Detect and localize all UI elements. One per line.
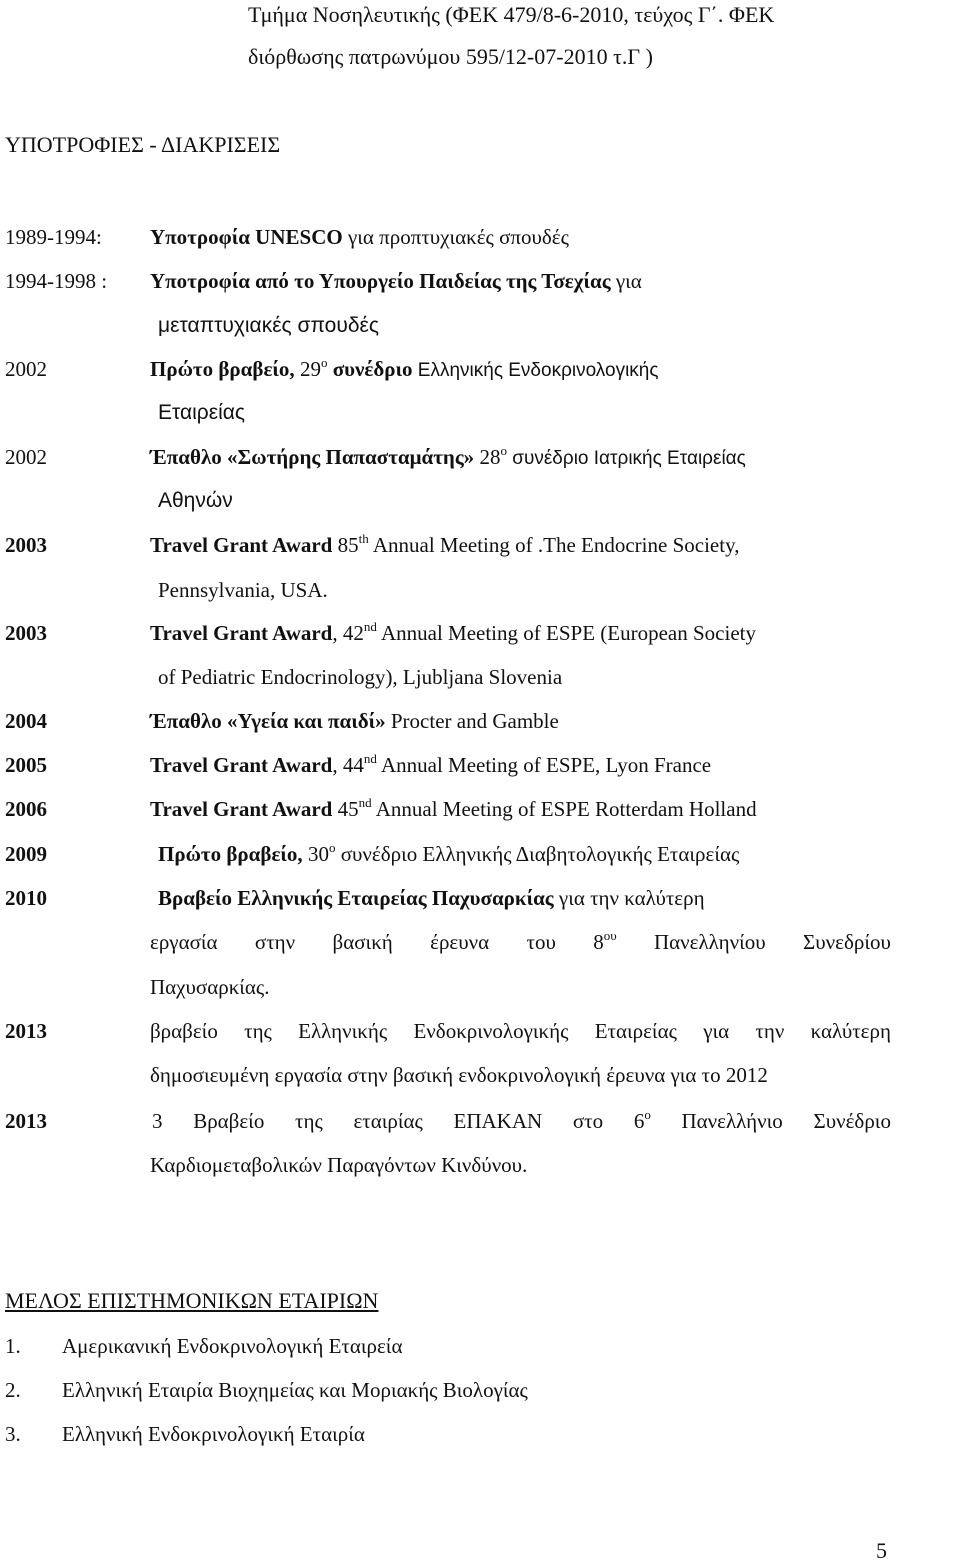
award-number: 29 bbox=[294, 357, 321, 381]
word: για bbox=[703, 1019, 730, 1043]
award-number: 45 bbox=[332, 797, 359, 821]
award-ordinal: nd bbox=[358, 795, 372, 810]
society-item: Αμερικανική Ενδοκρινολογική Εταιρεία bbox=[62, 1334, 403, 1358]
word: του bbox=[526, 930, 556, 954]
award-year: 1989-1994: bbox=[5, 225, 102, 249]
award-text bbox=[150, 444, 746, 472]
society-number: 1. bbox=[5, 1334, 21, 1358]
award-desc-cont: δημοσιευμένη εργασία στην βασική ενδοκρινολογική έρευνα για το 2012 bbox=[150, 1063, 768, 1087]
award-desc-cont: Pennsylvania, USA. bbox=[158, 578, 328, 602]
awards-heading: ΥΠΟΤΡΟΦΙΕΣ - ΔΙΑΚΡΙΣΕΙΣ bbox=[5, 132, 281, 157]
award-year: 2002 bbox=[5, 357, 47, 381]
award-text bbox=[150, 356, 659, 384]
award-text bbox=[150, 1018, 891, 1044]
word: Πανελλήνιο bbox=[681, 1109, 783, 1133]
award-title: Υποτροφία UNESCO bbox=[150, 225, 343, 249]
word: 6 bbox=[633, 1109, 645, 1133]
award-text bbox=[158, 885, 705, 911]
word: βραβείο bbox=[150, 1019, 218, 1043]
award-text bbox=[150, 752, 711, 778]
award-text bbox=[150, 268, 642, 294]
award-number: 85 bbox=[332, 533, 359, 557]
award-text bbox=[150, 620, 756, 646]
word-with-ordinal bbox=[593, 929, 616, 955]
word: 8 bbox=[593, 930, 604, 954]
award-desc: για bbox=[610, 269, 642, 293]
award-desc: Annual Meeting of ESPE (European Society bbox=[376, 621, 756, 645]
header-line-2: διόρθωσης πατρωνύμου 595/12-07-2010 τ.Γ ) bbox=[248, 44, 653, 69]
award-number: , 42 bbox=[332, 621, 364, 645]
society-item: Ελληνική Εταιρία Βιοχημείας και Μοριακής Βιολογίας bbox=[62, 1378, 528, 1402]
award-year: 2004 bbox=[5, 709, 47, 733]
award-year: 2005 bbox=[5, 753, 47, 777]
award-desc: Annual Meeting of ESPE Rotterdam Holland bbox=[371, 797, 757, 821]
societies-heading: ΜΕΛΟΣ ΕΠΙΣΤΗΜΟΝΙΚΩΝ ΕΤΑΙΡΙΩΝ bbox=[5, 1288, 379, 1313]
award-year: 2009 bbox=[5, 842, 47, 866]
award-title: Υποτροφία από το Υπουργείο Παιδείας της Τσεχίας bbox=[150, 269, 611, 293]
page-number: 5 bbox=[876, 1538, 887, 1563]
award-ordinal: nd bbox=[363, 751, 377, 766]
award-text bbox=[150, 532, 739, 558]
word: Ελληνικής bbox=[298, 1019, 388, 1043]
award-title: Travel Grant Award bbox=[150, 753, 333, 777]
award-desc: Annual Meeting of .The Endocrine Society, bbox=[368, 533, 740, 557]
award-desc: συνέδριο Ελληνικής Διαβητολογικής Εταιρείας bbox=[335, 842, 740, 866]
word: Συνεδρίου bbox=[803, 930, 891, 954]
award-desc: Procter and Gamble bbox=[385, 709, 559, 733]
award-ordinal: ο bbox=[500, 443, 507, 458]
award-text bbox=[152, 1108, 891, 1134]
award-text bbox=[150, 796, 757, 822]
award-title: Έπαθλο «Σωτήρης Παπασταμάτης» bbox=[150, 445, 475, 469]
word: 3 bbox=[152, 1109, 163, 1133]
award-title: Πρώτο βραβείο, bbox=[158, 842, 303, 866]
award-year: 2013 bbox=[5, 1109, 47, 1133]
award-desc-cont: Εταιρείας bbox=[158, 401, 246, 424]
word: βασική bbox=[332, 930, 393, 954]
award-ordinal: ο bbox=[644, 1107, 651, 1122]
word: της bbox=[295, 1109, 323, 1133]
word: την bbox=[755, 1019, 785, 1043]
word: καλύτερη bbox=[810, 1019, 891, 1043]
word: Πανελληνίου bbox=[654, 930, 766, 954]
award-year: 1994-1998 : bbox=[5, 269, 108, 293]
award-year: 2003 bbox=[5, 621, 47, 645]
award-ordinal: th bbox=[358, 531, 369, 546]
word: εργασία bbox=[150, 930, 218, 954]
award-title: Travel Grant Award bbox=[150, 797, 333, 821]
word: στην bbox=[254, 930, 296, 954]
award-ordinal: ο bbox=[320, 355, 328, 370]
word: της bbox=[244, 1019, 272, 1043]
award-desc: συνέδριο Ιατρικής Εταιρείας bbox=[506, 448, 746, 469]
word: Ενδοκρινολογικής bbox=[413, 1019, 569, 1043]
award-ordinal: nd bbox=[363, 619, 377, 634]
award-desc: για προπτυχιακές σπουδές bbox=[342, 225, 569, 249]
award-desc-cont: Καρδιομεταβολικών Παραγόντων Κινδύνου. bbox=[150, 1153, 528, 1177]
award-year: 2002 bbox=[5, 445, 47, 469]
award-desc-cont: μεταπτυχιακές σπουδές bbox=[158, 314, 380, 337]
word: ΕΠΑΚΑΝ bbox=[453, 1109, 543, 1133]
award-number: 28 bbox=[474, 445, 501, 469]
award-title-2: συνέδριο bbox=[327, 357, 413, 381]
award-desc-cont: of Pediatric Endocrinology), Ljubljana Slovenia bbox=[158, 665, 563, 689]
award-desc: Ελληνικής Ενδοκρινολογικής bbox=[412, 360, 659, 381]
award-title: Πρώτο βραβείο, bbox=[150, 357, 295, 381]
header-line-1: Τμήμα Νοσηλευτικής (ΦΕΚ 479/8-6-2010, τεύχος Γ΄. ΦΕΚ bbox=[248, 2, 775, 27]
award-title: Travel Grant Award bbox=[150, 621, 333, 645]
word: στο bbox=[572, 1109, 604, 1133]
society-number: 3. bbox=[5, 1422, 21, 1446]
award-desc-cont: Αθηνών bbox=[158, 489, 233, 512]
award-year: 2010 bbox=[5, 886, 47, 910]
award-desc: Annual Meeting of ESPE, Lyon France bbox=[376, 753, 712, 777]
award-desc-cont-2: Παχυσαρκίας. bbox=[150, 975, 270, 999]
award-number: , 44 bbox=[332, 753, 364, 777]
award-year: 2003 bbox=[5, 533, 47, 557]
award-text bbox=[150, 224, 569, 250]
award-year: 2013 bbox=[5, 1019, 47, 1043]
award-text bbox=[158, 841, 739, 867]
word: εταιρίας bbox=[353, 1109, 423, 1133]
word: έρευνα bbox=[430, 930, 490, 954]
word: Εταιρείας bbox=[594, 1019, 677, 1043]
word: Συνέδριο bbox=[813, 1109, 891, 1133]
word-with-ordinal bbox=[634, 1108, 651, 1134]
society-item: Ελληνική Ενδοκρινολογική Εταιρία bbox=[62, 1422, 365, 1446]
society-number: 2. bbox=[5, 1378, 21, 1402]
award-ordinal: ου bbox=[603, 928, 617, 943]
award-number: 30 bbox=[302, 842, 329, 866]
award-text bbox=[150, 708, 559, 734]
award-year: 2006 bbox=[5, 797, 47, 821]
award-title: Βραβείο Ελληνικής Εταιρείας Παχυσαρκίας bbox=[158, 886, 554, 910]
award-desc-cont bbox=[150, 929, 891, 955]
award-ordinal: ο bbox=[328, 840, 336, 855]
word: Βραβείο bbox=[193, 1109, 265, 1133]
award-desc: για την καλύτερη bbox=[553, 886, 705, 910]
award-title: Έπαθλο «Υγεία και παιδί» bbox=[150, 709, 386, 733]
award-title: Travel Grant Award bbox=[150, 533, 333, 557]
